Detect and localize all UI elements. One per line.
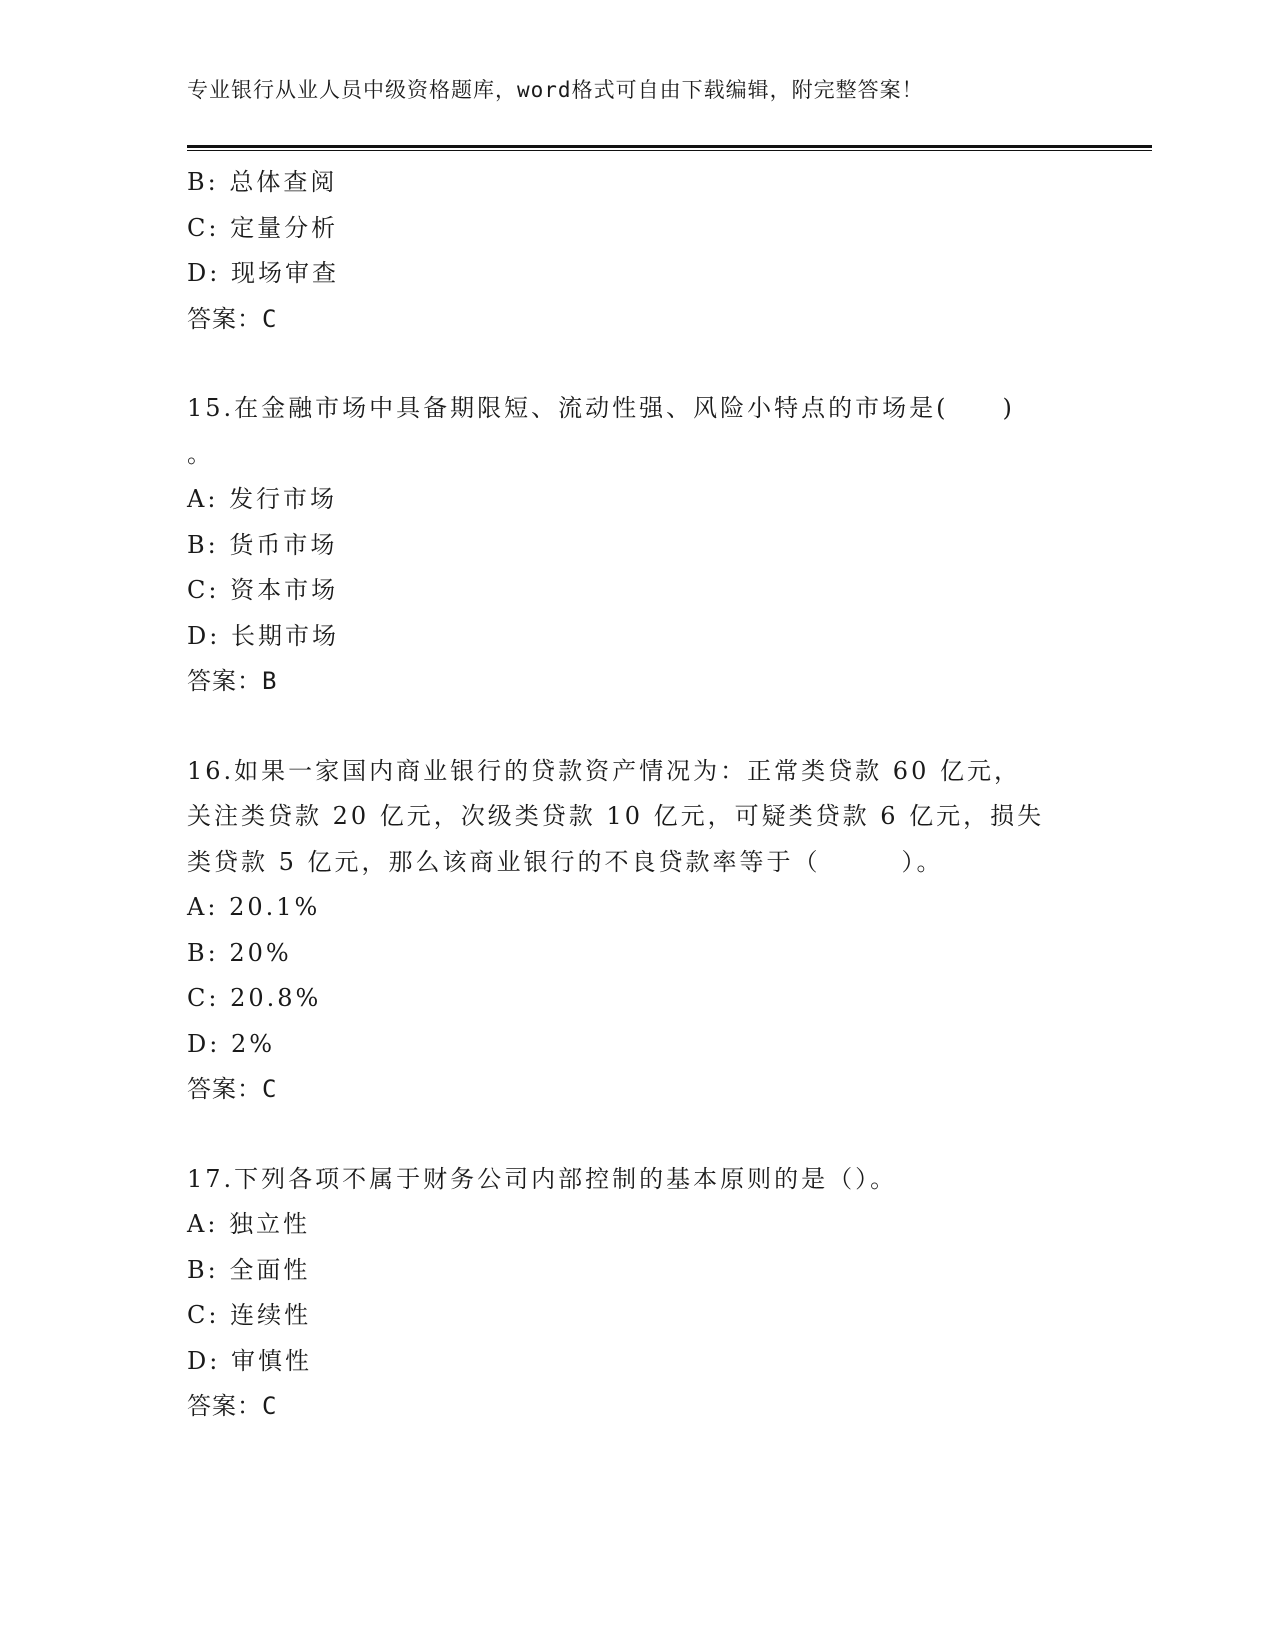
answer: 答案：C [187, 1075, 278, 1103]
option-text: 独立性 [229, 1210, 311, 1238]
option-letter: D: [187, 621, 221, 650]
option-d [187, 614, 1087, 660]
option-text: 20.8% [230, 984, 322, 1012]
stem-line: 15.在金融市场中具备期限短、流动性强、风险小特点的市场是( ) [187, 394, 1015, 422]
option-text: 发行市场 [229, 485, 338, 513]
header-rule-thin [187, 150, 1152, 151]
option-text: 20% [229, 938, 292, 967]
option-text: 全面性 [229, 1255, 311, 1284]
option-letter: D: [187, 1029, 221, 1058]
header-rule-thick [187, 145, 1152, 148]
question-15 [187, 386, 1087, 705]
option-letter: C: [187, 576, 220, 604]
stem-line: 关注类贷款 20 亿元，次级类贷款 10 亿元，可疑类贷款 6 亿元，损失 [187, 802, 1045, 830]
option-a [187, 477, 1087, 523]
option-letter: B: [187, 1255, 219, 1284]
option-b [187, 523, 1087, 569]
option-a [187, 885, 1087, 931]
option-letter: A: [187, 485, 219, 513]
option-letter: D: [187, 1346, 221, 1375]
option-c [187, 568, 1087, 614]
option-d [187, 1339, 1087, 1385]
option-letter: B: [187, 938, 219, 967]
answer: 答案：C [187, 304, 278, 333]
option-c [187, 1293, 1087, 1339]
option-letter: C: [187, 1301, 220, 1329]
stem-line: 17.下列各项不属于财务公司内部控制的基本原则的是（）。 [187, 1164, 898, 1193]
option-letter: C: [187, 984, 220, 1012]
stem-line: 。 [187, 439, 214, 468]
document-body [187, 160, 1087, 1430]
question-17 [187, 1157, 1087, 1430]
option-b [187, 160, 1087, 206]
page-header: 专业银行从业人员中级资格题库，word格式可自由下载编辑，附完整答案！ [187, 78, 924, 102]
question-stem [187, 386, 1067, 477]
option-c [187, 206, 1087, 252]
question-stem [187, 1157, 1067, 1203]
option-letter: B: [187, 168, 219, 196]
option-text: 定量分析 [230, 213, 339, 242]
answer: 答案：C [187, 1392, 278, 1420]
option-b [187, 1248, 1087, 1294]
option-text: 20.1% [229, 893, 321, 921]
option-text: 2% [230, 1029, 276, 1058]
answer: 答案：B [187, 667, 278, 695]
option-a [187, 1202, 1087, 1248]
question-stem [187, 749, 1067, 886]
option-letter: A: [187, 1210, 219, 1238]
option-text: 货币市场 [229, 530, 338, 559]
option-letter: D: [187, 259, 221, 287]
option-text: 总体查阅 [229, 168, 338, 196]
option-d [187, 251, 1087, 297]
option-letter: C: [187, 213, 220, 242]
option-text: 现场审查 [230, 259, 339, 287]
question-16 [187, 749, 1087, 1113]
option-text: 长期市场 [230, 621, 339, 650]
option-letter: B: [187, 530, 219, 559]
option-text: 审慎性 [230, 1346, 312, 1375]
option-letter: A: [187, 893, 219, 921]
option-b [187, 931, 1087, 977]
stem-line: 类贷款 5 亿元，那么该商业银行的不良贷款率等于（ ）。 [187, 847, 944, 876]
option-d [187, 1022, 1087, 1068]
option-text: 连续性 [230, 1301, 312, 1329]
option-c [187, 976, 1087, 1022]
stem-line: 16.如果一家国内商业银行的贷款资产情况为：正常类贷款 60 亿元， [187, 756, 1021, 785]
prev-question [187, 160, 1087, 342]
option-text: 资本市场 [230, 576, 339, 604]
